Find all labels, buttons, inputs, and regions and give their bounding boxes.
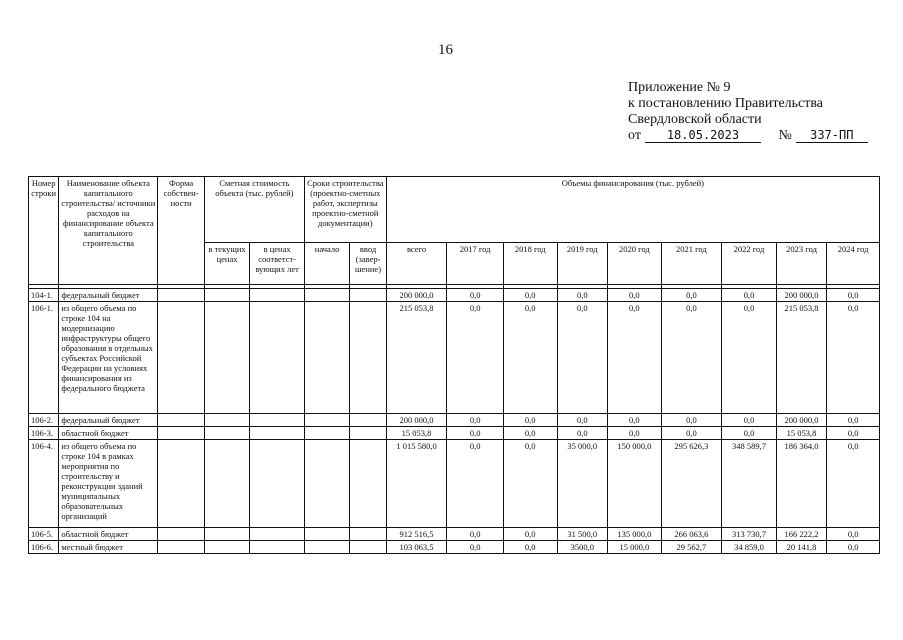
header-year: 2020 год [608, 243, 662, 285]
row-ownership [158, 528, 204, 541]
from-label: от [628, 128, 641, 143]
header-year: 2021 год [661, 243, 722, 285]
header-estimate-current: в текущих ценах [204, 243, 249, 285]
row-year-value: 0,0 [722, 289, 777, 302]
row-total: 912 516,5 [386, 528, 447, 541]
row-year-value: 0,0 [557, 427, 608, 440]
header-estimate-corresponding: в ценах соответст-вующих лет [250, 243, 305, 285]
row-number: 106-4. [29, 440, 59, 528]
row-year-value: 166 222,2 [776, 528, 827, 541]
row-year-value: 0,0 [608, 414, 662, 427]
row-name: из общего объема по строке 104 на модернизацию инфраструктуры общего образования в отдельных субъектах Российской Федерации на условиях финансирования из федерального бюджета [59, 302, 158, 414]
row-year-value: 3500,0 [557, 541, 608, 554]
row-year-value: 0,0 [503, 427, 557, 440]
number-label: № [778, 128, 792, 143]
row-year-value: 0,0 [608, 427, 662, 440]
row-terms-start [304, 440, 349, 528]
row-year-value: 0,0 [827, 414, 880, 427]
header-terms-start: начало [304, 243, 349, 285]
row-year-value: 0,0 [661, 427, 722, 440]
row-year-value: 0,0 [557, 289, 608, 302]
table-row [29, 528, 880, 541]
row-number: 104-1. [29, 289, 59, 302]
table-row [29, 302, 880, 414]
row-year-value: 0,0 [503, 440, 557, 528]
row-estimate-corresponding [250, 440, 305, 528]
row-year-value: 0,0 [447, 427, 504, 440]
table-row [29, 289, 880, 302]
row-year-value: 215 053,8 [776, 302, 827, 414]
row-year-value: 200 000,0 [776, 414, 827, 427]
row-terms-end [350, 289, 386, 302]
row-estimate-corresponding [250, 528, 305, 541]
row-year-value: 200 000,0 [776, 289, 827, 302]
row-name: местный бюджет [59, 541, 158, 554]
row-year-value: 348 589,7 [722, 440, 777, 528]
row-terms-start [304, 427, 349, 440]
row-ownership [158, 302, 204, 414]
financing-table [28, 176, 880, 554]
header-object-name: Наименование объекта капитального строительства/ источники расходов на финансирование объекта капитального строительства [59, 177, 158, 285]
row-name: федеральный бюджет [59, 289, 158, 302]
row-estimate-current [204, 528, 249, 541]
row-year-value: 0,0 [503, 414, 557, 427]
row-estimate-current [204, 541, 249, 554]
row-terms-start [304, 289, 349, 302]
table-row [29, 427, 880, 440]
row-terms-end [350, 528, 386, 541]
row-number: 106-6. [29, 541, 59, 554]
row-name: из общего объема по строке 104 в рамках мероприятия по строительству и реконструкции зданий муниципальных образовательных организаций [59, 440, 158, 528]
header-year: 2022 год [722, 243, 777, 285]
row-estimate-current [204, 289, 249, 302]
header-terms-end: ввод (завер-шение) [350, 243, 386, 285]
row-year-value: 0,0 [447, 414, 504, 427]
row-ownership [158, 440, 204, 528]
row-year-value: 0,0 [827, 541, 880, 554]
row-terms-start [304, 414, 349, 427]
row-terms-start [304, 302, 349, 414]
header-year: 2017 год [447, 243, 504, 285]
row-year-value: 0,0 [447, 440, 504, 528]
row-year-value: 29 562,7 [661, 541, 722, 554]
row-total: 215 053,8 [386, 302, 447, 414]
row-terms-start [304, 528, 349, 541]
row-total: 103 063,5 [386, 541, 447, 554]
row-year-value: 0,0 [503, 302, 557, 414]
decree-number: 337-ПП [796, 129, 868, 143]
row-total: 1 015 580,0 [386, 440, 447, 528]
row-terms-end [350, 414, 386, 427]
page-number: 16 [438, 42, 453, 58]
decree-date: 18.05.2023 [645, 129, 761, 143]
row-estimate-current [204, 427, 249, 440]
row-estimate-current [204, 414, 249, 427]
header-funding: Объемы финансирования (тыс. рублей) [386, 177, 879, 243]
appendix-region: Свердловской области [628, 112, 762, 127]
row-year-value: 0,0 [503, 289, 557, 302]
row-year-value: 295 626,3 [661, 440, 722, 528]
row-year-value: 35 000,0 [557, 440, 608, 528]
header-year: 2023 год [776, 243, 827, 285]
table-row [29, 414, 880, 427]
row-year-value: 0,0 [661, 289, 722, 302]
table-row [29, 440, 880, 528]
row-number: 106-5. [29, 528, 59, 541]
row-total: 200 000,0 [386, 289, 447, 302]
row-ownership [158, 541, 204, 554]
row-year-value: 186 364,0 [776, 440, 827, 528]
row-terms-end [350, 302, 386, 414]
row-year-value: 0,0 [557, 414, 608, 427]
header-total: всего [386, 243, 447, 285]
header-estimate: Сметная стоимость объекта (тыс. рублей) [204, 177, 304, 243]
row-number: 106-2. [29, 414, 59, 427]
appendix-block [628, 80, 868, 144]
row-year-value: 0,0 [447, 528, 504, 541]
row-estimate-current [204, 302, 249, 414]
row-year-value: 0,0 [827, 289, 880, 302]
row-estimate-corresponding [250, 302, 305, 414]
row-year-value: 0,0 [447, 289, 504, 302]
row-name: областной бюджет [59, 427, 158, 440]
row-ownership [158, 289, 204, 302]
row-total: 15 053,8 [386, 427, 447, 440]
row-year-value: 0,0 [608, 302, 662, 414]
row-year-value: 0,0 [827, 427, 880, 440]
row-year-value: 0,0 [557, 302, 608, 414]
header-row-number: Номер строки [29, 177, 59, 285]
row-year-value: 0,0 [661, 414, 722, 427]
row-year-value: 313 730,7 [722, 528, 777, 541]
row-year-value: 0,0 [447, 541, 504, 554]
row-terms-start [304, 541, 349, 554]
row-year-value: 0,0 [722, 414, 777, 427]
header-year: 2019 год [557, 243, 608, 285]
row-year-value: 31 500,0 [557, 528, 608, 541]
appendix-decree: к постановлению Правительства [628, 96, 824, 111]
row-year-value: 0,0 [661, 302, 722, 414]
appendix-date-line [628, 128, 868, 144]
row-estimate-corresponding [250, 414, 305, 427]
row-terms-end [350, 541, 386, 554]
row-estimate-current [204, 440, 249, 528]
row-year-value: 0,0 [827, 528, 880, 541]
row-number: 106-3. [29, 427, 59, 440]
appendix-title: Приложение № 9 [628, 80, 731, 95]
header-year: 2018 год [503, 243, 557, 285]
row-name: областной бюджет [59, 528, 158, 541]
row-year-value: 135 000,0 [608, 528, 662, 541]
row-year-value: 20 141,8 [776, 541, 827, 554]
row-year-value: 34 859,0 [722, 541, 777, 554]
row-year-value: 0,0 [827, 440, 880, 528]
row-ownership [158, 427, 204, 440]
row-total: 200 000,0 [386, 414, 447, 427]
row-estimate-corresponding [250, 289, 305, 302]
row-terms-end [350, 427, 386, 440]
row-year-value: 0,0 [827, 302, 880, 414]
row-year-value: 15 053,8 [776, 427, 827, 440]
row-estimate-corresponding [250, 541, 305, 554]
row-year-value: 15 000,0 [608, 541, 662, 554]
row-year-value: 0,0 [447, 302, 504, 414]
row-year-value: 0,0 [722, 302, 777, 414]
row-terms-end [350, 440, 386, 528]
row-year-value: 0,0 [503, 528, 557, 541]
table-row [29, 541, 880, 554]
row-name: федеральный бюджет [59, 414, 158, 427]
row-ownership [158, 414, 204, 427]
row-year-value: 150 000,0 [608, 440, 662, 528]
row-number: 106-1. [29, 302, 59, 414]
header-terms: Сроки строительства (проектно-сметных работ, экспертизы проектно-сметной документации) [304, 177, 386, 243]
row-year-value: 266 063,6 [661, 528, 722, 541]
header-year: 2024 год [827, 243, 880, 285]
row-year-value: 0,0 [608, 289, 662, 302]
header-ownership: Форма собствен-ности [158, 177, 204, 285]
row-estimate-corresponding [250, 427, 305, 440]
row-year-value: 0,0 [722, 427, 777, 440]
row-year-value: 0,0 [503, 541, 557, 554]
